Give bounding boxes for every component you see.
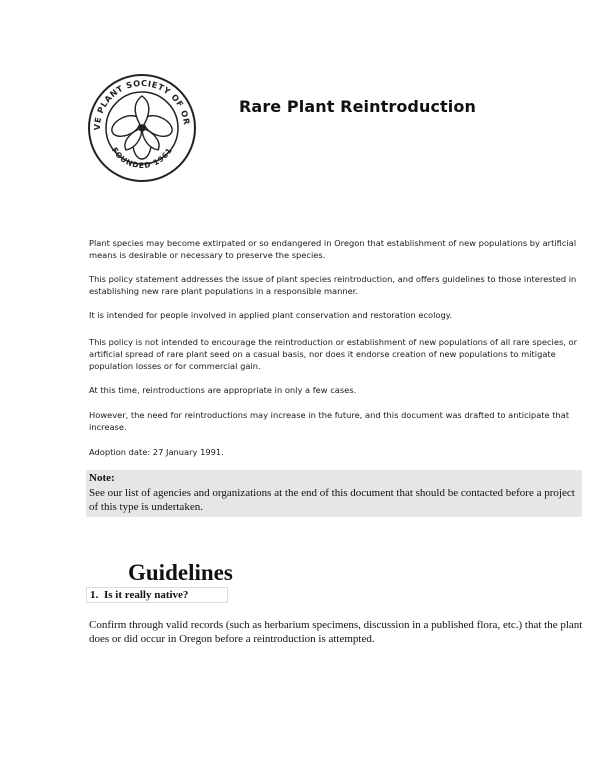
note-title: Note: — [89, 472, 115, 484]
society-logo — [86, 72, 198, 184]
intro-paragraph: At this time, reintroductions are appropriate in only a few cases. — [89, 385, 357, 395]
adoption-date: Adoption date: 27 January 1991. — [89, 447, 224, 457]
guideline-item-title: Is it really native? — [104, 589, 189, 601]
intro-paragraph: This policy is not intended to encourage the reintroduction or establishment of new populations of all rare species, or artificial spread of rare plant seed on a casual basis, nor does it endorse creation of new populations to mitigate population losses or for commercial gain. — [89, 337, 578, 371]
guideline-item-number: 1. — [90, 589, 99, 601]
intro-paragraph: It is intended for people involved in applied plant conservation and restoration ecology. — [89, 310, 453, 320]
logo-top-text: VE PLANT SOCIETY OF OR — [91, 77, 192, 131]
intro-paragraph: However, the need for reintroductions may increase in the future, and this document was drafted to anticipate that increase. — [89, 410, 570, 432]
page-title: Rare Plant Reintroduction — [239, 97, 476, 116]
guidelines-heading: Guidelines — [128, 560, 233, 585]
intro-paragraph: This policy statement addresses the issue of plant species reintroduction, and offers guidelines to those interested in establishing new rare plant populations in a responsible manner. — [89, 274, 577, 296]
logo-bottom-text: FOUNDED 1961 — [109, 145, 175, 171]
note-box — [86, 470, 582, 517]
intro-paragraph: Plant species may become extirpated or so endangered in Oregon that establishment of new populations by artificial means is desirable or necessary to preserve the species. — [89, 238, 577, 260]
note-text: See our list of agencies and organizations at the end of this document that should be contacted before a project of this type is undertaken. — [89, 487, 575, 513]
guideline-item-text: Confirm through valid records (such as herbarium specimens, discussion in a published flora, etc.) that the plant does or did occur in Oregon before a reintroduction is attempted. — [89, 619, 583, 645]
guideline-item-header — [86, 587, 228, 603]
